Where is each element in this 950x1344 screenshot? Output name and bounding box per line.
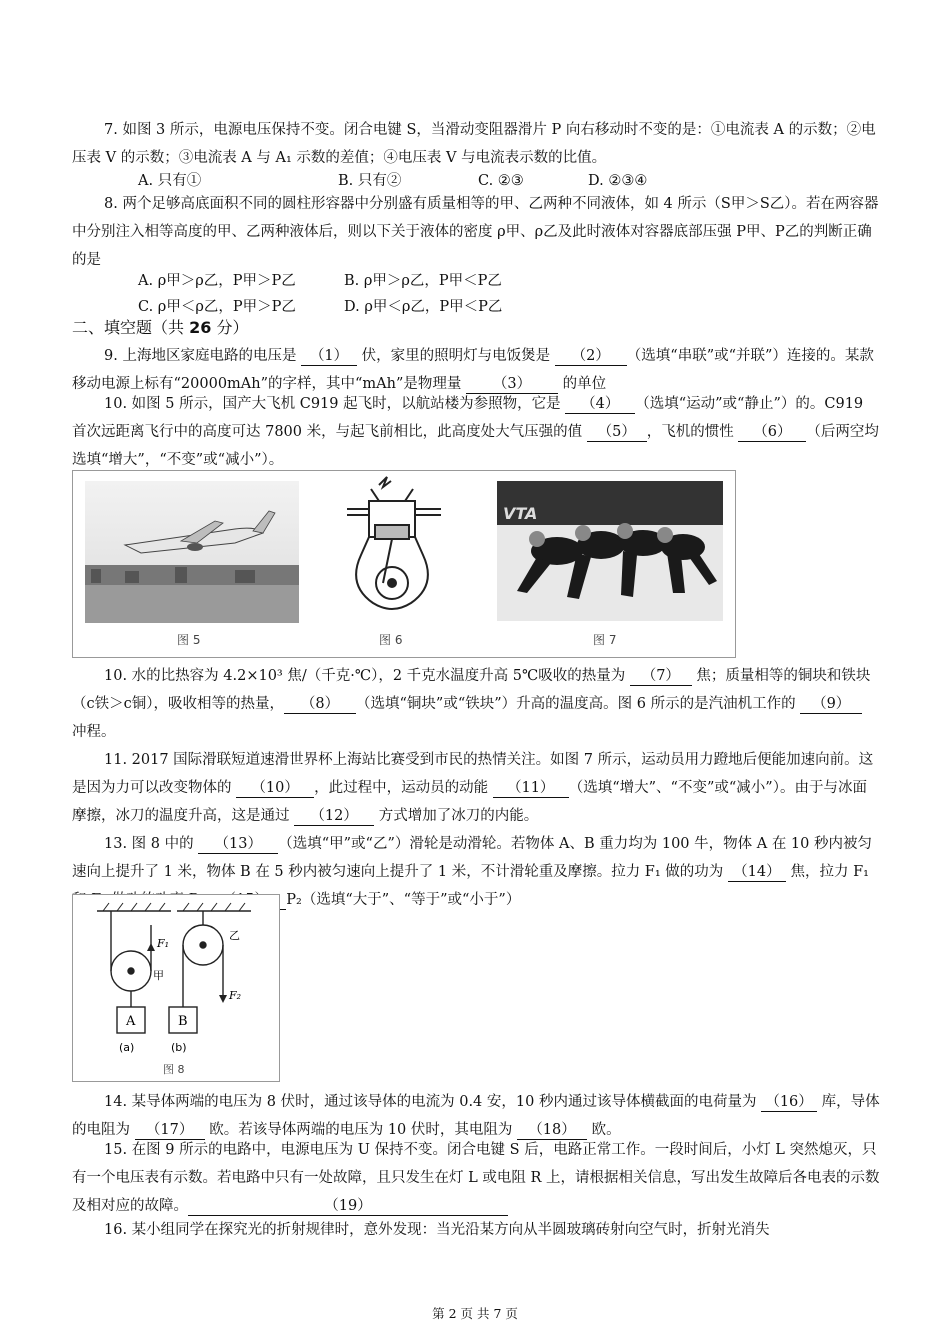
answer-blank-2[interactable]: （2）: [555, 347, 627, 366]
airplane-photo: [85, 481, 299, 623]
option-d: D. ②③④: [588, 173, 648, 189]
option-d: D. ρ甲＜ρ乙，P甲＜P乙: [344, 299, 503, 315]
engine-diagram: [317, 475, 467, 625]
label-f1: F₁: [157, 937, 170, 950]
label-jia: 甲: [153, 969, 164, 982]
question-14: 14. 某导体两端的电压为 8 伏时，通过该导体的电流为 0.4 安，10 秒内通过该导体横截面的电荷量为 （16） 库，导体的电阻为 （17） 欧。若该导体两端的电压为 10 伏时，其电阻为 （18） 欧。: [72, 1094, 880, 1138]
answer-blank-16[interactable]: （16）: [761, 1093, 817, 1112]
answer-blank-3[interactable]: （3）: [466, 375, 558, 394]
answer-blank-8[interactable]: （8）: [284, 695, 356, 714]
answer-blank-7[interactable]: （7）: [630, 667, 692, 686]
figure-8-caption: 图 8: [163, 1063, 185, 1076]
question-8-options: [138, 268, 502, 320]
option-a: A. 只有①: [138, 173, 202, 189]
question-16: 16. 某小组同学在探究光的折射规律时，意外发现：当光沿某方向从半圆玻璃砖射向空气时，折射光消失: [104, 1222, 770, 1238]
figure-strip: [72, 470, 736, 658]
question-15: 15. 在图 9 所示的电路中，电源电压为 U 保持不变。闭合电键 S 后，电路正常工作。一段时间后，小灯 L 突然熄灭，只有一个电压表有示数。若电路中只有一处故障，且只发生在灯 L 或电阻 R 上，请根据相关信息，写出发生故障后各电表的示数及相对应的故障。 （19）: [72, 1142, 880, 1214]
label-sub-a: (a): [119, 1041, 135, 1054]
option-a: A. ρ甲＞ρ乙，P甲＞P乙: [138, 273, 296, 289]
answer-blank-1[interactable]: （1）: [301, 347, 357, 366]
answer-blank-13[interactable]: （13）: [198, 835, 278, 854]
label-f2: F₂: [229, 989, 242, 1002]
option-b: B. 只有②: [338, 173, 402, 189]
label-yi: 乙: [229, 929, 240, 942]
question-10-heat: 10. 水的比热容为 4.2×10³ 焦/（千克·℃），2 千克水温度升高 5℃吸收的热量为 （7） 焦；质量相等的铜块和铁块（c铁＞c铜），吸收相等的热量， （8） （选填“铜块”或“铁块”）升高的温度高。图 6 所示的是汽油机工作的 （9） 冲程。: [72, 668, 871, 740]
question-13: 13. 图 8 中的 （13） （选填“甲”或“乙”）滑轮是动滑轮。若物体 A、B 重力均为 100 牛，物体 A 在 10 秒内被匀速向上提升了 1 米，物体 B 在 5 秒内被匀速向上提升了 1 米，不计滑轮重及摩擦。拉力 F₁ 做的功为 （14） 焦，拉力 F₁ P₂（选填“大于”、“等于”或“小于”）: [72, 836, 872, 908]
answer-blank-12[interactable]: （12）: [294, 807, 374, 826]
answer-blank-18[interactable]: （18）: [517, 1121, 587, 1140]
figure-8: [72, 894, 280, 1082]
answer-blank-5[interactable]: （5）: [587, 423, 647, 442]
label-a: A: [126, 1014, 136, 1029]
figure-7-caption: 图 7: [593, 633, 617, 647]
answer-blank-17[interactable]: （17）: [135, 1121, 205, 1140]
answer-blank-19[interactable]: （19）: [188, 1197, 508, 1216]
banner-text: VTA: [503, 504, 538, 523]
label-b: B: [178, 1014, 188, 1029]
option-b: B. ρ甲＞ρ乙，P甲＜P乙: [344, 273, 502, 289]
answer-blank-14[interactable]: （14）: [728, 863, 786, 882]
question-11: 11. 2017 国际滑联短道速滑世界杯上海站比赛受到市民的热情关注。如图 7 所示，运动员用力蹬地后便能加速向前。这是因为力可以改变物体的 （10） ，此过程中，运动员的动能 （11） （选填“增大”、“不变”或“减小”）。由于与冰面摩擦，冰刀的温度升高，这是通过 （12） 方式增加了冰刀的内能。: [72, 752, 874, 824]
skating-photo: [497, 481, 723, 621]
answer-blank-11[interactable]: （11）: [493, 779, 569, 798]
question-7: 7. 如图 3 所示，电源电压保持不变。闭合电键 S，当滑动变阻器滑片 P 向右移动时不变的是：①电流表 A 的示数；②电压表 V 的示数；③电流表 A 与 A₁ 示数的差值；④电压表 V 与电流表示数的比值。: [72, 122, 876, 166]
figure-5-caption: 图 5: [177, 633, 201, 647]
pulley-diagram: [73, 895, 279, 1081]
answer-blank-4[interactable]: （4）: [565, 395, 635, 414]
option-c: C. ②③: [478, 173, 524, 189]
answer-blank-9[interactable]: （9）: [800, 695, 862, 714]
answer-blank-6[interactable]: （6）: [738, 423, 806, 442]
section-heading: 二、填空题（共 26 分）: [72, 318, 249, 337]
question-10: 10. 如图 5 所示，国产大飞机 C919 起飞时，以航站楼为参照物，它是 （4） （选填“运动”或“静止”）的。C919 首次远距离飞行中的高度可达 7800 米，与起飞前相比，此高度处大气压强的值 （5） ，飞机的惯性 （6） （后两空均选填“增大”，“不变”或“减小”）。: [72, 396, 879, 468]
label-sub-b: (b): [171, 1041, 187, 1054]
page-footer: 第 2 页 共 7 页: [432, 1306, 518, 1321]
figure-6-caption: 图 6: [379, 633, 403, 647]
question-9: 9. 上海地区家庭电路的电压是 （1） 伏，家里的照明灯与电饭煲是 （2） （选填“串联”或“并联”）连接的。某款移动电源上标有“20000mAh”的字样，其中“mAh”是物理量 （3） 的单位: [72, 348, 874, 392]
answer-blank-10[interactable]: （10）: [236, 779, 314, 798]
question-8: 8. 两个足够高底面积不同的圆柱形容器中分别盛有质量相等的甲、乙两种不同液体，如 4 所示（S甲＞S乙）。若在两容器中分别注入相等高度的甲、乙两种液体后，则以下关于液体的密度 ρ甲、ρ乙及此时液体对容器底部压强 P甲、P乙的判断正确的是: [72, 196, 879, 268]
option-c: C. ρ甲＜ρ乙，P甲＞P乙: [138, 299, 296, 315]
